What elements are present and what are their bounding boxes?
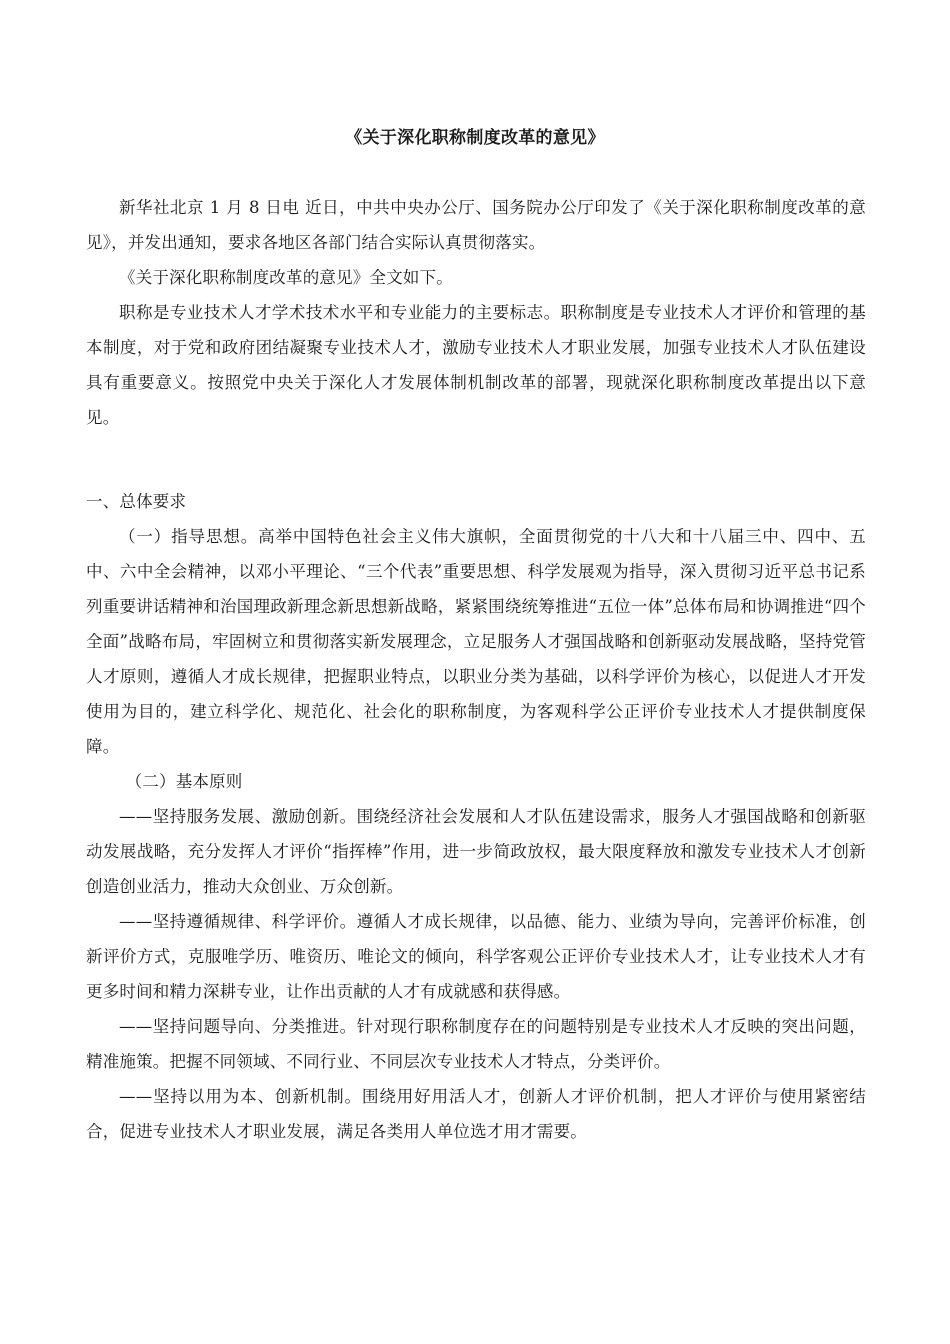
- section-heading: 一、总体要求: [86, 492, 187, 511]
- guiding-ideology-paragraph: （一）指导思想。高举中国特色社会主义伟大旗帜，全面贯彻党的十八大和十八届三中、四中、五中、六中全会精神，以邓小平理论、“三个代表”重要思想、科学发展观为指导，深入贯彻习近平总书记系列重要讲话精神和治国理政新理念新思想新战略，紧紧围绕统筹推进“五位一体”总体布局和协调推进“四个全面”战略布局，牢固树立和贯彻落实新发展理念，立足服务人才强国战略和创新驱动发展战略，坚持党管人才原则，遵循人才成长规律，把握职业特点，以职业分类为基础，以科学评价为核心，以促进人才开发使用为目的，建立科学化、规范化、社会化的职称制度，为客观科学公正评价专业技术人才提供制度保障。: [86, 527, 866, 756]
- principle-paragraph: ——坚持问题导向、分类推进。针对现行职称制度存在的问题特别是专业技术人才反映的突出问题，精准施策。把握不同领域、不同行业、不同层次专业技术人才特点，分类评价。: [86, 1017, 866, 1071]
- general-requirements-section: [86, 484, 866, 1149]
- principle-paragraph: ——坚持服务发展、激励创新。围绕经济社会发展和人才队伍建设需求，服务人才强国战略和创新驱动发展战略，充分发挥人才评价“指挥棒”作用，进一步简政放权，最大限度释放和激发专业技术人才创新创造创业活力，推动大众创业、万众创新。: [86, 807, 866, 896]
- document-title: 《关于深化职称制度改革的意见》: [345, 128, 605, 148]
- basic-principles-heading: （二）基本原则: [125, 772, 243, 791]
- intro-paragraph-purpose: 职称是专业技术人才学术技术水平和专业能力的主要标志。职称制度是专业技术人才评价和管理的基本制度，对于党和政府团结凝聚专业技术人才，激励专业技术人才职业发展，加强专业技术人才队伍建设具有重要意义。按照党中央关于深化人才发展体制机制改革的部署，现就深化职称制度改革提出以下意见。: [86, 303, 866, 427]
- intro-section: [86, 190, 866, 435]
- principle-paragraph: ——坚持遵循规律、科学评价。遵循人才成长规律，以品德、能力、业绩为导向，完善评价标准，创新评价方式，克服唯学历、唯资历、唯论文的倾向，科学客观公正评价专业技术人才，让专业技术人才有更多时间和精力深耕专业，让作出贡献的人才有成就感和获得感。: [86, 912, 866, 1001]
- intro-paragraph-fulltext: 《关于深化职称制度改革的意见》全文如下。: [119, 268, 453, 287]
- intro-paragraph-news: 新华社北京 1 月 8 日电 近日，中共中央办公厅、国务院办公厅印发了《关于深化职称制度改革的意见》，并发出通知，要求各地区各部门结合实际认真贯彻落实。: [86, 198, 866, 252]
- principle-paragraph: ——坚持以用为本、创新机制。围绕用好用活人才，创新人才评价机制，把人才评价与使用紧密结合，促进专业技术人才职业发展，满足各类用人单位选才用才需要。: [86, 1087, 866, 1141]
